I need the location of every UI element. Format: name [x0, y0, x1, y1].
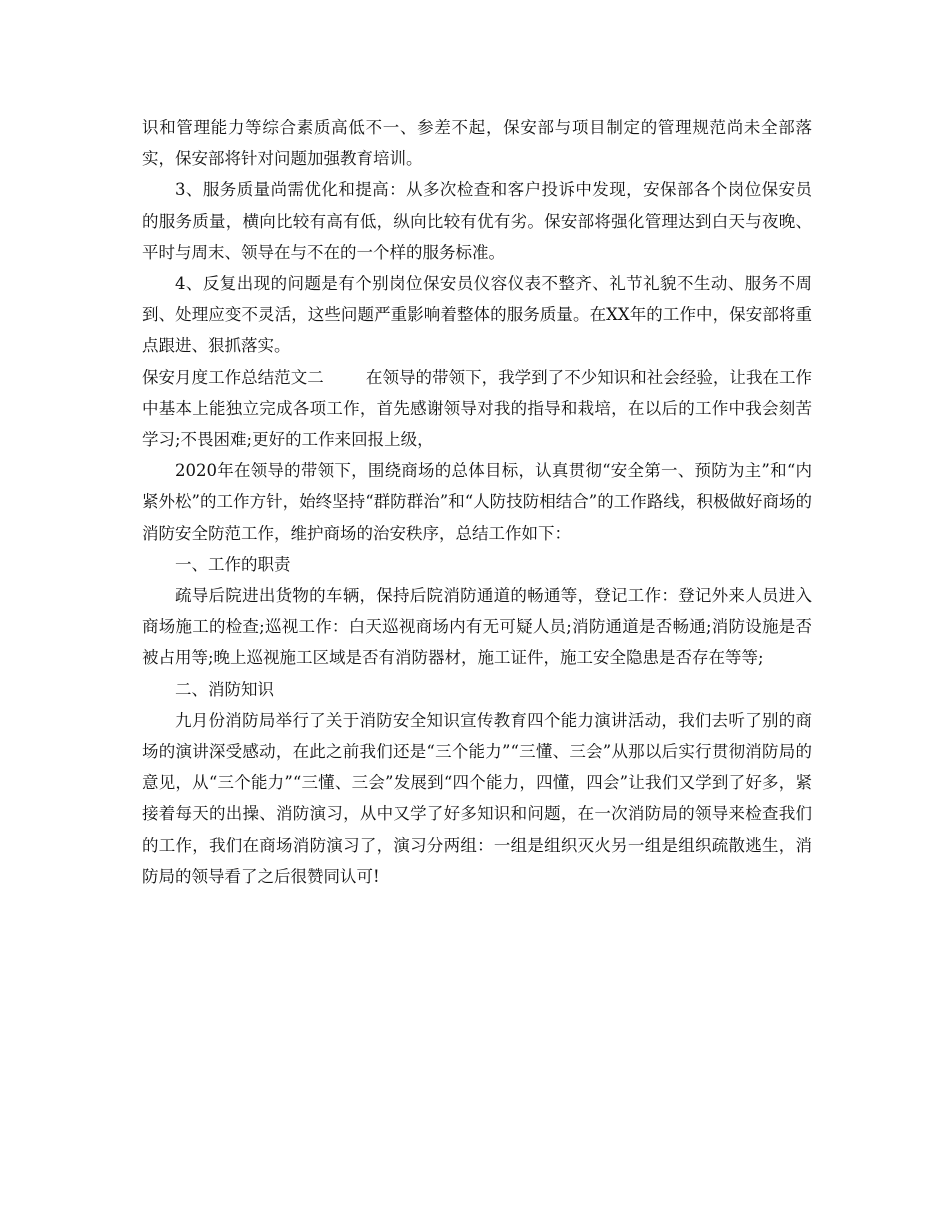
section-title: 保安月度工作总结范文二 — [142, 367, 324, 387]
title-gap — [324, 368, 366, 387]
paragraph-section-intro — [142, 362, 812, 456]
paragraph-service-quality: 3、服务质量尚需优化和提高：从多次检查和客户投诉中发现，安保部各个岗位保安员的服务质量，横向比较有高有低，纵向比较有优有劣。保安部将强化管理达到白天与夜晚、平时与周末、领导在与不在的一个样的服务标准。 — [142, 180, 812, 262]
paragraph-duties: 疏导后院进出货物的车辆，保持后院消防通道的畅通等，登记工作：登记外来人员进入商场施工的检查;巡视工作：白天巡视商场内有无可疑人员;消防通道是否畅通;消防设施是否被占用等;晚上巡视施工区域是否有消防器材，施工证件，施工安全隐患是否存在等等; — [142, 586, 812, 668]
document-body — [142, 112, 812, 892]
heading-duties: 一、工作的职责 — [175, 554, 291, 574]
paragraph-continuation: 识和管理能力等综合素质高低不一、参差不起，保安部与项目制定的管理规范尚未全部落实，保安部将针对问题加强教育培训。 — [142, 118, 812, 169]
heading-fire-knowledge: 二、消防知识 — [175, 679, 274, 699]
section-intro-text: 在领导的带领下，我学到了不少知识和社会经验，让我在工作中基本上能独立完成各项工作，首先感谢领导对我的指导和栽培，在以后的工作中我会刻苦学习;不畏困难;更好的工作来回报上级， — [142, 367, 813, 450]
paragraph-recurring-issues: 4、反复出现的问题是有个别岗位保安员仪容仪表不整齐、礼节礼貌不生动、服务不周到、处理应变不灵活，这些问题严重影响着整体的服务质量。在XX年的工作中，保安部将重点跟进、狠抓落实。 — [142, 274, 812, 356]
paragraph-fire-knowledge: 九月份消防局举行了关于消防安全知识宣传教育四个能力演讲活动，我们去听了别的商场的演讲深受感动，在此之前我们还是“三个能力”“三懂、三会”从那以后实行贯彻消防局的意见，从“三个能力”“三懂、三会”发展到“四个能力，四懂，四会”让我们又学到了好多，紧接着每天的出操、消防演习，从中又学了好多知识和问题，在一次消防局的领导来检查我们的工作，我们在商场消防演习了，演习分两组：一组是组织灭火另一组是组织疏散逃生，消防局的领导看了之后很赞同认可! — [142, 710, 812, 886]
paragraph-2020-summary: 2020年在领导的带领下，围绕商场的总体目标，认真贯彻“安全第一、预防为主”和“内紧外松”的工作方针，始终坚持“群防群治”和“人防技防相结合”的工作路线，积极做好商场的消防安全防范工作，维护商场的治安秩序，总结工作如下： — [142, 461, 812, 543]
